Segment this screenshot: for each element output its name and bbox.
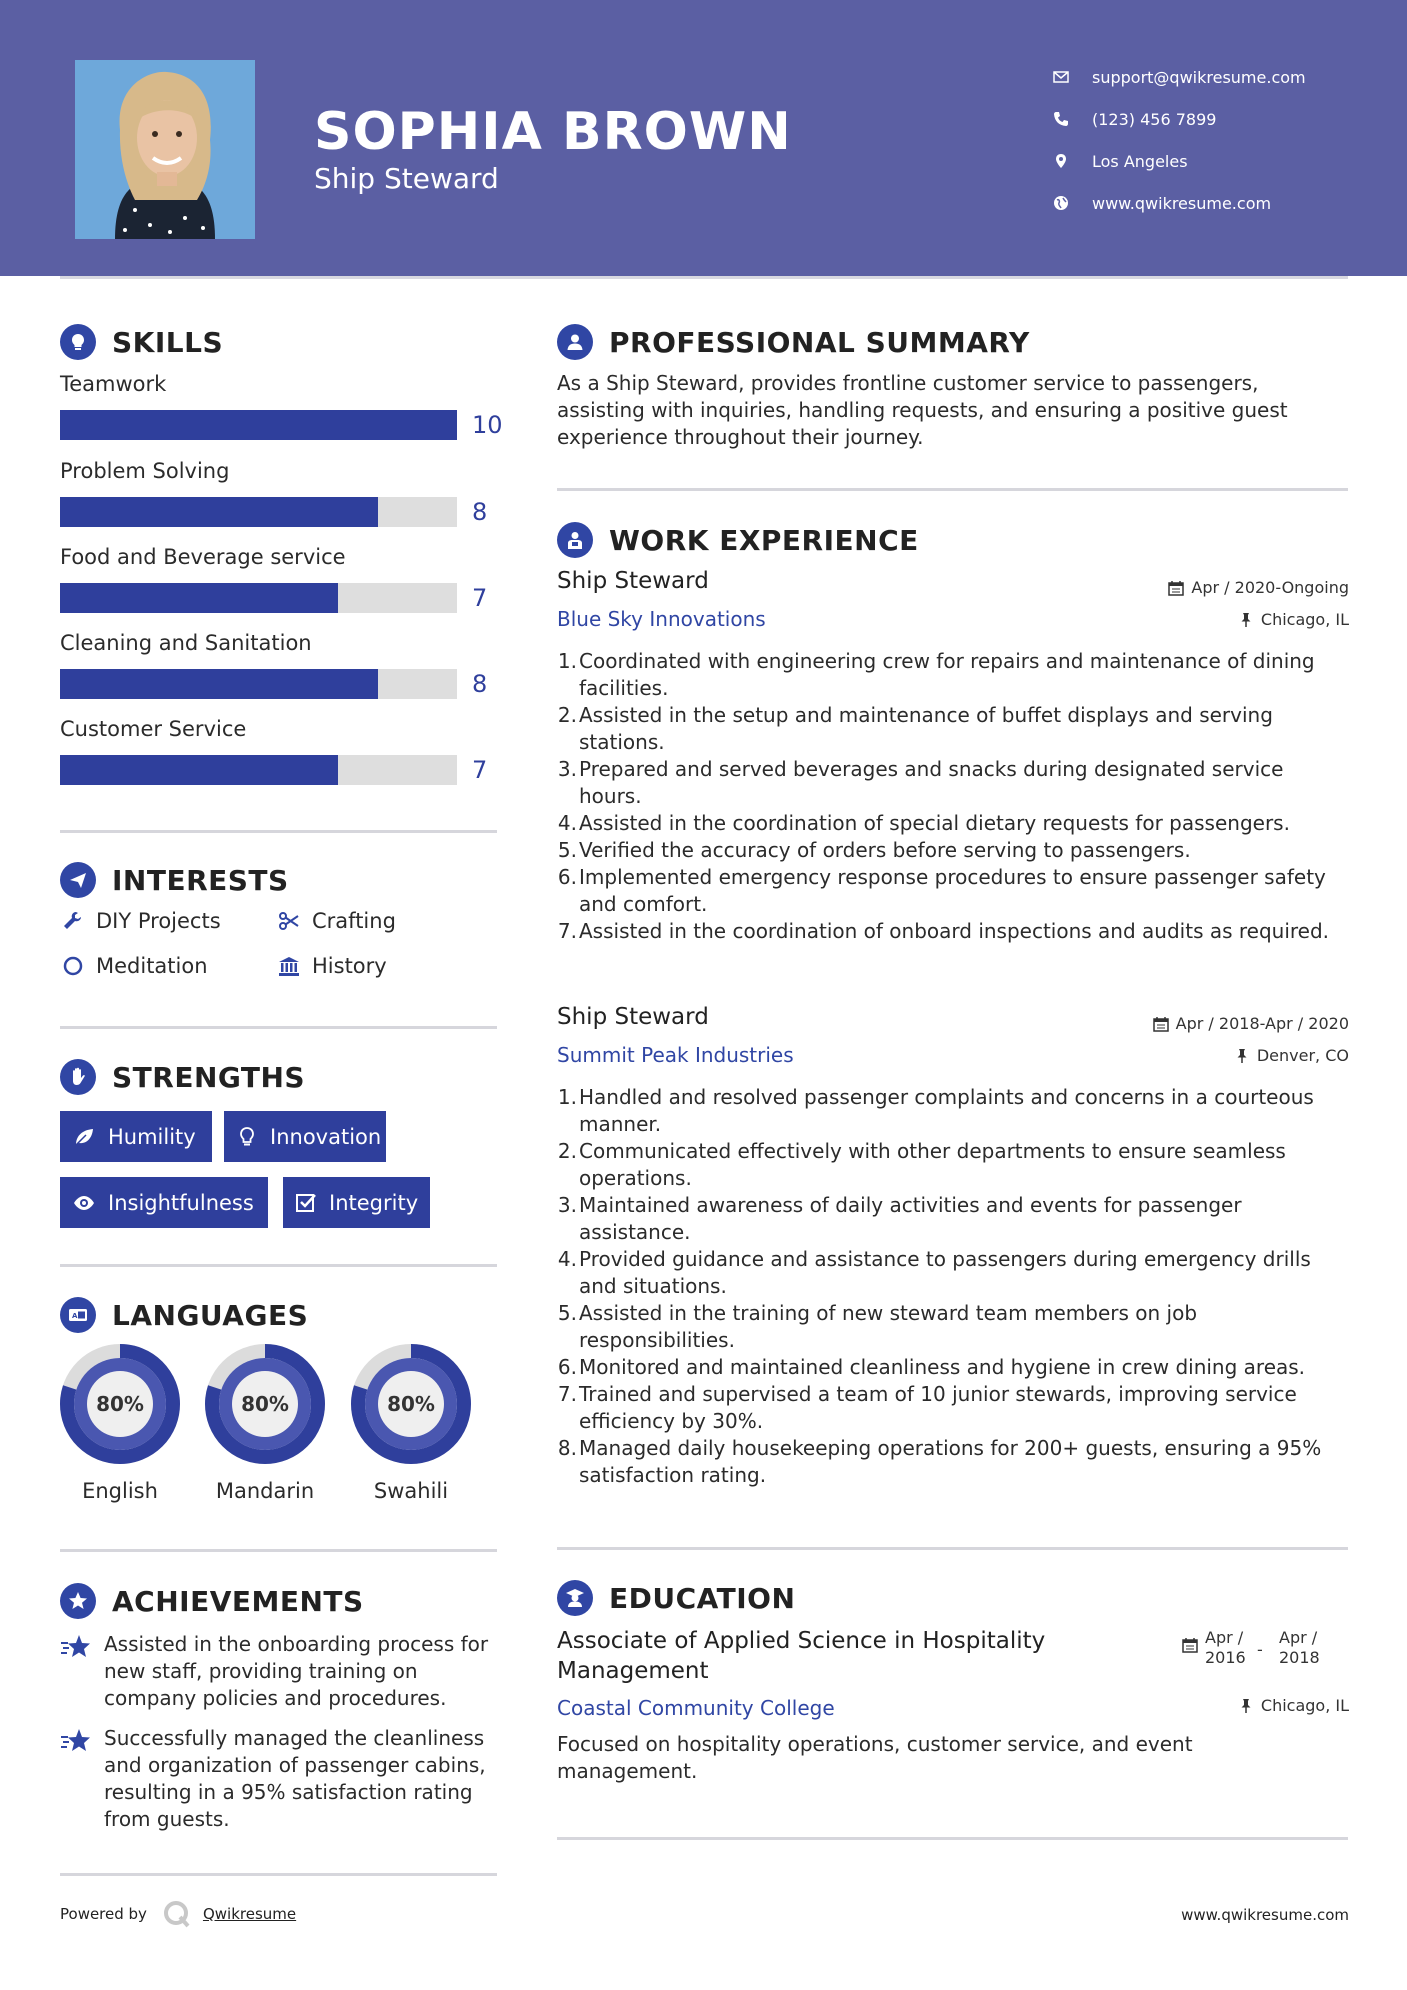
job-location — [1234, 1046, 1349, 1065]
duty-item: 3. Prepared and served beverages and snacks during designated service hours. — [557, 757, 1284, 808]
duty-text: Assisted in the coordination of onboard inspections and audits as required. — [579, 919, 1330, 943]
contact-location — [1050, 140, 1306, 182]
language-name: English — [82, 1479, 158, 1503]
star-badge-icon — [60, 1583, 96, 1619]
skill-bar — [60, 410, 457, 440]
duty-text: Maintained awareness of daily activities and events for passenger assistance. — [579, 1193, 1242, 1244]
education-location-text: Chicago, IL — [1260, 1696, 1349, 1715]
section-divider — [557, 1837, 1348, 1840]
interest-label: Meditation — [96, 954, 208, 978]
strength-label: Innovation — [270, 1124, 382, 1149]
calendar-icon — [1168, 580, 1184, 596]
experience-title: WORK EXPERIENCE — [609, 523, 919, 557]
museum-icon — [276, 953, 302, 979]
calendar-icon — [1182, 1637, 1198, 1653]
contact-website[interactable] — [1050, 182, 1306, 224]
duty-item: 4. Assisted in the coordination of special dietary requests for passengers. — [557, 811, 1290, 835]
skill-bar — [60, 497, 457, 527]
duty-text: Prepared and served beverages and snacks during designated service hours. — [579, 757, 1284, 808]
duty-text: Communicated effectively with other departments to ensure seamless operations. — [579, 1139, 1286, 1190]
duty-text: Assisted in the setup and maintenance of buffet displays and serving stations. — [579, 703, 1273, 754]
candidate-name: SOPHIA BROWN — [314, 102, 792, 162]
education-end — [1279, 1628, 1320, 1668]
phone-icon — [1050, 108, 1072, 130]
section-divider — [60, 1264, 497, 1267]
interest-item — [276, 908, 396, 934]
skill-item — [60, 459, 500, 526]
skill-value: 10 — [472, 411, 503, 439]
interests-heading — [60, 862, 289, 898]
envelope-icon — [1050, 66, 1072, 88]
duty-text: Handled and resolved passenger complaints and concerns in a courteous manner. — [579, 1085, 1314, 1136]
education-dates — [1182, 1628, 1320, 1668]
strengths-heading — [60, 1059, 305, 1095]
strength-chip — [60, 1177, 268, 1228]
contact-phone-text: (123) 456 7899 — [1092, 109, 1217, 129]
summary-heading — [557, 324, 1030, 360]
section-divider — [60, 1549, 497, 1552]
language-item — [204, 1343, 326, 1503]
wrench-icon — [60, 908, 86, 934]
languages-title: LANGUAGES — [112, 1298, 309, 1332]
profile-photo-image — [75, 60, 255, 239]
skills-heading — [60, 324, 223, 360]
checkbox-icon — [295, 1191, 317, 1215]
language-gauge — [59, 1343, 181, 1465]
interest-label: DIY Projects — [96, 909, 221, 933]
star-icon — [60, 1727, 92, 1757]
education-degree: Associate of Applied Science in Hospitality Management — [557, 1628, 1046, 1684]
footer-website[interactable]: www.qwikresume.com — [1181, 1906, 1349, 1924]
raised-hand-icon — [60, 1059, 96, 1095]
job-dates-text: Apr / 2020-Ongoing — [1191, 578, 1349, 597]
language-icon — [60, 1297, 96, 1333]
summary-title: PROFESSIONAL SUMMARY — [609, 325, 1030, 359]
summary-text: As a Ship Steward, provides frontline customer service to passengers, assisting with inquiries, handling requests, and ensuring a positive guest experience throughout their journey. — [557, 371, 1288, 449]
skills-title: SKILLS — [112, 325, 224, 359]
achievements-heading — [60, 1583, 364, 1619]
skill-item — [60, 631, 500, 698]
education-location — [1238, 1696, 1349, 1715]
job-duties — [557, 648, 1347, 945]
skill-item — [60, 717, 500, 784]
education-end-year: 2018 — [1279, 1648, 1320, 1667]
contact-phone[interactable] — [1050, 98, 1306, 140]
skill-value: 7 — [472, 756, 488, 784]
contact-email-text: support@qwikresume.com — [1092, 67, 1306, 87]
skill-bar-fill — [60, 583, 338, 613]
experience-heading — [557, 522, 919, 558]
job-location-text: Chicago, IL — [1260, 610, 1349, 629]
duty-item: 4. Provided guidance and assistance to passengers during emergency drills and situations. — [557, 1247, 1311, 1298]
strength-label: Integrity — [329, 1190, 419, 1215]
education-description: Focused on hospitality operations, customer service, and event management. — [557, 1732, 1193, 1783]
section-divider — [557, 1547, 1348, 1550]
skill-bar-fill — [60, 497, 378, 527]
duty-item: 2. Communicated effectively with other departments to ensure seamless operations. — [557, 1139, 1286, 1190]
skill-label: Problem Solving — [60, 459, 230, 483]
header-divider — [60, 276, 1348, 279]
language-item — [59, 1343, 181, 1503]
education-school: Coastal Community College — [557, 1696, 835, 1720]
profile-photo — [75, 60, 255, 239]
pushpin-icon — [1234, 1048, 1250, 1064]
leaf-icon — [72, 1125, 96, 1149]
language-gauge — [204, 1343, 326, 1465]
paper-plane-icon — [60, 862, 96, 898]
skill-bar — [60, 583, 457, 613]
briefcase-user-icon — [557, 522, 593, 558]
qwikresume-logo-icon — [161, 1898, 193, 1930]
languages-heading — [60, 1297, 308, 1333]
skill-label: Food and Beverage service — [60, 545, 346, 569]
language-percent: 80% — [241, 1392, 289, 1416]
powered-by-label: Powered by — [60, 1905, 147, 1923]
duty-item: 7. Assisted in the coordination of onboard inspections and audits as required. — [557, 919, 1330, 943]
duty-text: Managed daily housekeeping operations for 200+ guests, ensuring a 95% satisfaction rating. — [579, 1436, 1322, 1487]
section-divider — [60, 1873, 497, 1876]
strength-chip — [60, 1111, 212, 1162]
language-name: Swahili — [373, 1479, 449, 1503]
circle-icon — [60, 953, 86, 979]
scissors-icon — [276, 908, 302, 934]
language-percent: 80% — [96, 1392, 144, 1416]
contact-website-text: www.qwikresume.com — [1092, 193, 1272, 213]
education-date-separator: - — [1257, 1640, 1263, 1659]
duty-text: Assisted in the coordination of special dietary requests for passengers. — [579, 811, 1290, 835]
education-title: EDUCATION — [609, 1581, 796, 1615]
user-icon — [557, 324, 593, 360]
interest-item — [60, 953, 208, 979]
duty-text: Implemented emergency response procedures to ensure passenger safety and comfort. — [579, 865, 1326, 916]
education-start — [1205, 1628, 1257, 1668]
pushpin-icon — [1238, 1698, 1254, 1714]
skill-item — [60, 372, 503, 439]
lightbulb-icon — [236, 1125, 258, 1149]
candidate-title: Ship Steward — [314, 162, 499, 195]
achievement-text: Assisted in the onboarding process for new staff, providing training on company policies and procedures. — [104, 1632, 489, 1710]
language-item — [350, 1343, 472, 1503]
education-end-month: Apr / — [1279, 1628, 1318, 1647]
interest-label: Crafting — [312, 909, 396, 933]
duty-item: 1. Handled and resolved passenger complaints and concerns in a courteous manner. — [557, 1085, 1314, 1136]
education-heading — [557, 1580, 795, 1616]
footer-powered-by — [60, 1898, 296, 1930]
job-location — [1238, 610, 1349, 629]
contact-location-text: Los Angeles — [1092, 151, 1188, 171]
duty-item: 7. Trained and supervised a team of 10 junior stewards, improving service efficiency by 30%. — [557, 1382, 1297, 1433]
interest-item — [276, 953, 387, 979]
globe-icon — [1050, 192, 1072, 214]
strengths-title: STRENGTHS — [112, 1060, 306, 1094]
interests-title: INTERESTS — [112, 863, 289, 897]
skill-bar — [60, 755, 457, 785]
education-start-month: Apr / — [1205, 1628, 1244, 1647]
contact-list — [1050, 56, 1306, 224]
duty-item: 5. Assisted in the training of new steward team members on job responsibilities. — [557, 1301, 1198, 1352]
section-divider — [60, 830, 497, 833]
duty-text: Coordinated with engineering crew for repairs and maintenance of dining facilities. — [579, 649, 1315, 700]
duty-item: 8. Managed daily housekeeping operations for 200+ guests, ensuring a 95% satisfaction rating. — [557, 1436, 1322, 1487]
job-company: Summit Peak Industries — [557, 1043, 794, 1067]
skill-bar-fill — [60, 410, 457, 440]
language-percent: 80% — [387, 1392, 435, 1416]
job-dates — [1168, 578, 1349, 597]
duty-item: 6. Implemented emergency response procedures to ensure passenger safety and comfort. — [557, 865, 1326, 916]
strength-label: Insightfulness — [108, 1190, 254, 1215]
language-gauge — [350, 1343, 472, 1465]
calendar-icon — [1153, 1016, 1169, 1032]
strength-chip — [283, 1177, 430, 1228]
language-name: Mandarin — [215, 1479, 315, 1503]
skill-bar — [60, 669, 457, 699]
eye-icon — [72, 1191, 96, 1215]
contact-email[interactable] — [1050, 56, 1306, 98]
duty-text: Verified the accuracy of orders before serving to passengers. — [579, 838, 1191, 862]
svg-text:A: A — [72, 1312, 78, 1320]
brand-link[interactable]: Qwikresume — [202, 1905, 297, 1923]
star-icon — [60, 1633, 92, 1663]
achievement-text: Successfully managed the cleanliness and organization of passenger cabins, resulting in a 95% satisfaction rating from guests. — [104, 1726, 486, 1831]
duty-item: 2. Assisted in the setup and maintenance of buffet displays and serving stations. — [557, 703, 1273, 754]
job-location-text: Denver, CO — [1256, 1046, 1349, 1065]
lightbulb-icon — [60, 324, 96, 360]
graduate-icon — [557, 1580, 593, 1616]
skill-label: Cleaning and Sanitation — [60, 631, 312, 655]
resume-header — [0, 0, 1407, 276]
job-role: Ship Steward — [557, 568, 709, 594]
duty-text: Monitored and maintained cleanliness and hygiene in crew dining areas. — [579, 1355, 1306, 1379]
job-duties — [557, 1084, 1347, 1489]
skill-bar-fill — [60, 755, 338, 785]
duty-item: 1. Coordinated with engineering crew for repairs and maintenance of dining facilities. — [557, 649, 1315, 700]
skill-value: 8 — [472, 498, 488, 526]
duty-text: Trained and supervised a team of 10 junior stewards, improving service efficiency by 30%. — [579, 1382, 1297, 1433]
duty-item: 5. Verified the accuracy of orders before serving to passengers. — [557, 838, 1191, 862]
skill-item — [60, 545, 500, 612]
skill-label: Teamwork — [60, 372, 167, 396]
strength-label: Humility — [108, 1124, 196, 1149]
duty-text: Assisted in the training of new steward team members on job responsibilities. — [579, 1301, 1198, 1352]
section-divider — [60, 1026, 497, 1029]
skill-label: Customer Service — [60, 717, 247, 741]
skill-value: 8 — [472, 670, 488, 698]
duty-item: 6. Monitored and maintained cleanliness and hygiene in crew dining areas. — [557, 1355, 1306, 1379]
interest-item — [60, 908, 221, 934]
job-dates — [1153, 1014, 1349, 1033]
education-start-year: 2016 — [1205, 1648, 1246, 1667]
duty-text: Provided guidance and assistance to passengers during emergency drills and situations. — [579, 1247, 1311, 1298]
job-company: Blue Sky Innovations — [557, 607, 766, 631]
job-dates-text: Apr / 2018-Apr / 2020 — [1175, 1014, 1349, 1033]
section-divider — [557, 488, 1348, 491]
duty-item: 3. Maintained awareness of daily activities and events for passenger assistance. — [557, 1193, 1242, 1244]
map-pin-icon — [1050, 150, 1072, 172]
skill-value: 7 — [472, 584, 488, 612]
achievements-title: ACHIEVEMENTS — [112, 1584, 364, 1618]
job-role: Ship Steward — [557, 1004, 709, 1030]
pushpin-icon — [1238, 612, 1254, 628]
interest-label: History — [312, 954, 387, 978]
skill-bar-fill — [60, 669, 378, 699]
strength-chip — [224, 1111, 386, 1162]
